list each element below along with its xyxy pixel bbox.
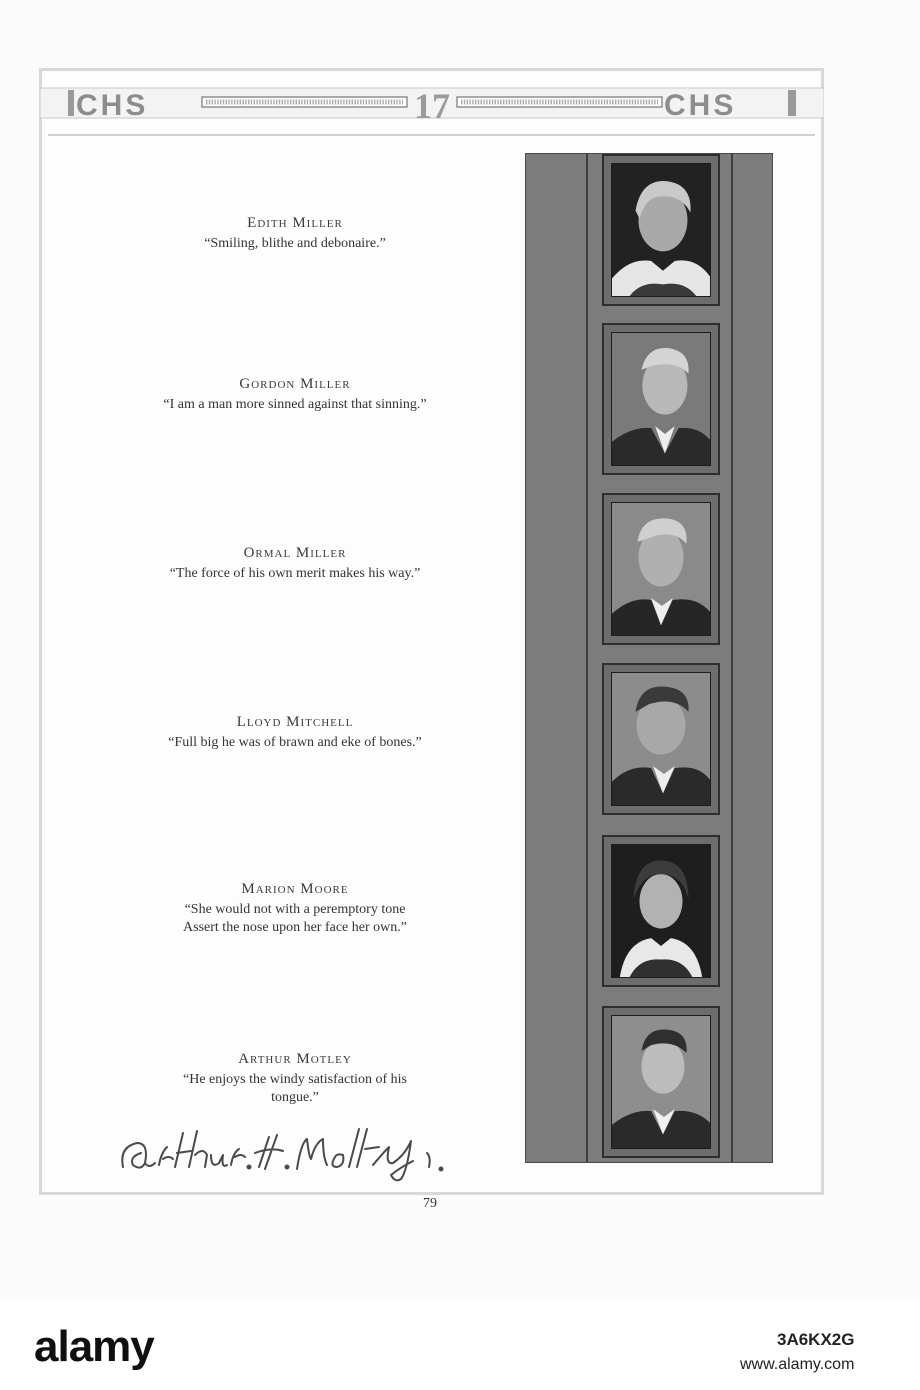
portrait-image bbox=[611, 502, 711, 636]
student-quote: “He enjoys the windy satisfaction of his tongue.” bbox=[183, 1072, 407, 1105]
student-entry bbox=[80, 544, 510, 583]
header-banner bbox=[40, 78, 824, 128]
header-right-mark: CHS bbox=[664, 89, 737, 122]
portrait-image bbox=[611, 163, 711, 297]
student-name: Lloyd Mitchell bbox=[236, 714, 354, 730]
portrait-photo bbox=[602, 835, 720, 987]
student-entry bbox=[80, 214, 510, 253]
portrait-image bbox=[611, 844, 711, 978]
header-left-mark: CHS bbox=[76, 89, 149, 122]
portrait-photo bbox=[602, 154, 720, 306]
handwritten-signature bbox=[115, 1113, 475, 1183]
student-quote: “Full big he was of brawn and eke of bones.” bbox=[168, 735, 422, 750]
student-entry bbox=[80, 880, 510, 937]
student-name: Arthur Motley bbox=[238, 1051, 352, 1067]
portrait-photo bbox=[602, 493, 720, 645]
student-name: Marion Moore bbox=[241, 881, 349, 897]
portrait-image bbox=[611, 332, 711, 466]
portrait-photo bbox=[602, 663, 720, 815]
student-quote: “I am a man more sinned against that sinning.” bbox=[163, 397, 427, 412]
student-name: Gordon Miller bbox=[239, 376, 351, 392]
page-number: 79 bbox=[423, 1196, 437, 1211]
student-entry bbox=[80, 375, 510, 414]
strip-divider bbox=[586, 154, 588, 1162]
portrait-image bbox=[611, 1015, 711, 1149]
strip-divider bbox=[731, 154, 733, 1162]
stock-footer-bar bbox=[0, 1300, 920, 1390]
portrait-photo bbox=[602, 1006, 720, 1158]
header-rule bbox=[48, 134, 815, 136]
site-url-label: www.alamy.com bbox=[740, 1356, 855, 1373]
student-entry bbox=[80, 1050, 510, 1107]
student-quote: “The force of his own merit makes his way.” bbox=[169, 566, 421, 581]
student-name: Edith Miller bbox=[247, 215, 343, 231]
portrait-photo bbox=[602, 323, 720, 475]
student-name: Ormal Miller bbox=[243, 545, 347, 561]
image-id-label: 3A6KX2G bbox=[777, 1330, 855, 1349]
student-quote: “Smiling, blithe and debonaire.” bbox=[204, 236, 386, 251]
header-banner-graphic bbox=[40, 78, 824, 128]
student-quote: “She would not with a peremptory tone Assert the nose upon her face her own.” bbox=[183, 902, 407, 935]
student-entry bbox=[80, 713, 510, 752]
alamy-logo: alamy bbox=[34, 1322, 154, 1371]
portrait-image bbox=[611, 672, 711, 806]
header-center-mark: 17 bbox=[414, 86, 450, 126]
